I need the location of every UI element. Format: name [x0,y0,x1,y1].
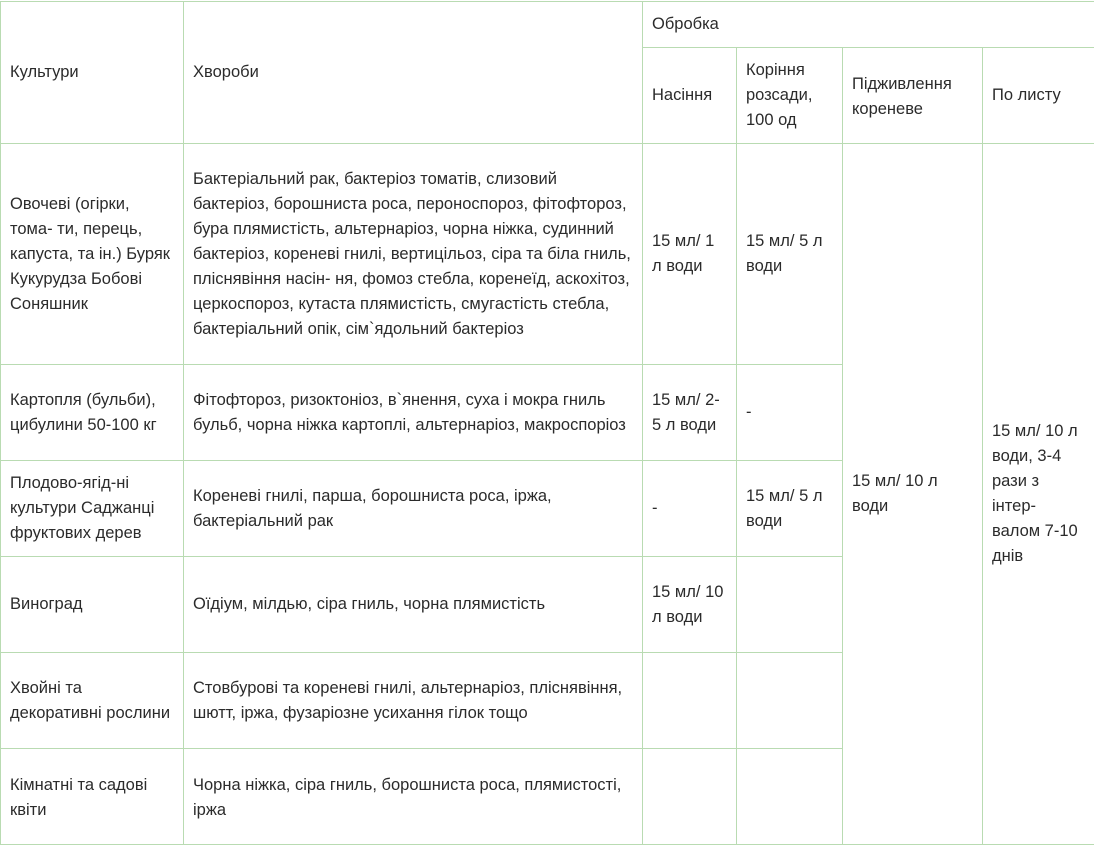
disease-cell: Кореневі гнилі, парша, борошниста роса, іржа, бактеріальний рак [184,461,643,557]
header-root-feeding: Підживлення кореневе [843,48,983,144]
disease-cell: Чорна ніжка, сіра гниль, борошниста роса, плямистості, іржа [184,749,643,845]
disease-cell: Стовбурові та кореневі гнилі, альтернаріоз, пліснявіння, шютт, іржа, фузаріозне усихання гілок тощо [184,653,643,749]
seeds-cell: 15 мл/ 2-5 л води [643,365,737,461]
disease-cell: Фітофтороз, ризоктоніоз, в`янення, суха і мокра гниль бульб, чорна ніжка картоплі, альтернаріоз, макроспоріоз [184,365,643,461]
crop-cell: Хвойні та декоративні рослини [1,653,184,749]
crop-cell: Виноград [1,557,184,653]
header-crops: Культури [1,2,184,144]
seeds-cell: 15 мл/ 10 л води [643,557,737,653]
crop-cell: Овочеві (огірки, тома- ти, перець, капуста, та ін.) Буряк Кукурудза Бобові Соняшник [1,144,184,365]
disease-cell: Оїдіум, мілдью, сіра гниль, чорна плямистість [184,557,643,653]
crop-cell: Картопля (бульби), цибулини 50-100 кг [1,365,184,461]
roots-cell [737,749,843,845]
seeds-cell: - [643,461,737,557]
header-roots: Коріння розсади, 100 од [737,48,843,144]
disease-cell: Бактеріальний рак, бактеріоз томатів, слизовий бактеріоз, борошниста роса, пероноспороз, фітофтороз, бура плямистість, альтернаріоз, чорна ніжка, судинний бактеріоз, кореневі гнилі, вертицільоз, сіра та біла гниль, пліснявіння насін- ня, фомоз стебла, коренеїд, аскохітоз, церкоспороз, кутаста плямистість, смугастість стебла, бактеріальний опік, сім`ядольний бактеріоз [184,144,643,365]
crop-cell: Кімнатні та садові квіти [1,749,184,845]
header-treatment: Обробка [643,2,1094,48]
table-row [1,144,1094,365]
seeds-cell [643,749,737,845]
header-seeds: Насіння [643,48,737,144]
roots-cell: 15 мл/ 5 л води [737,461,843,557]
header-diseases: Хвороби [184,2,643,144]
seeds-cell: 15 мл/ 1 л води [643,144,737,365]
header-leaf: По листу [983,48,1094,144]
roots-cell: - [737,365,843,461]
crop-cell: Плодово-ягід-ні культури Саджанці фруктових дерев [1,461,184,557]
roots-cell [737,653,843,749]
root-feeding-cell: 15 мл/ 10 л води [843,144,983,845]
seeds-cell [643,653,737,749]
leaf-cell: 15 мл/ 10 л води, 3-4 рази з інтер- валом 7-10 днів [983,144,1094,845]
treatment-table [0,1,1094,845]
roots-cell [737,557,843,653]
roots-cell: 15 мл/ 5 л води [737,144,843,365]
